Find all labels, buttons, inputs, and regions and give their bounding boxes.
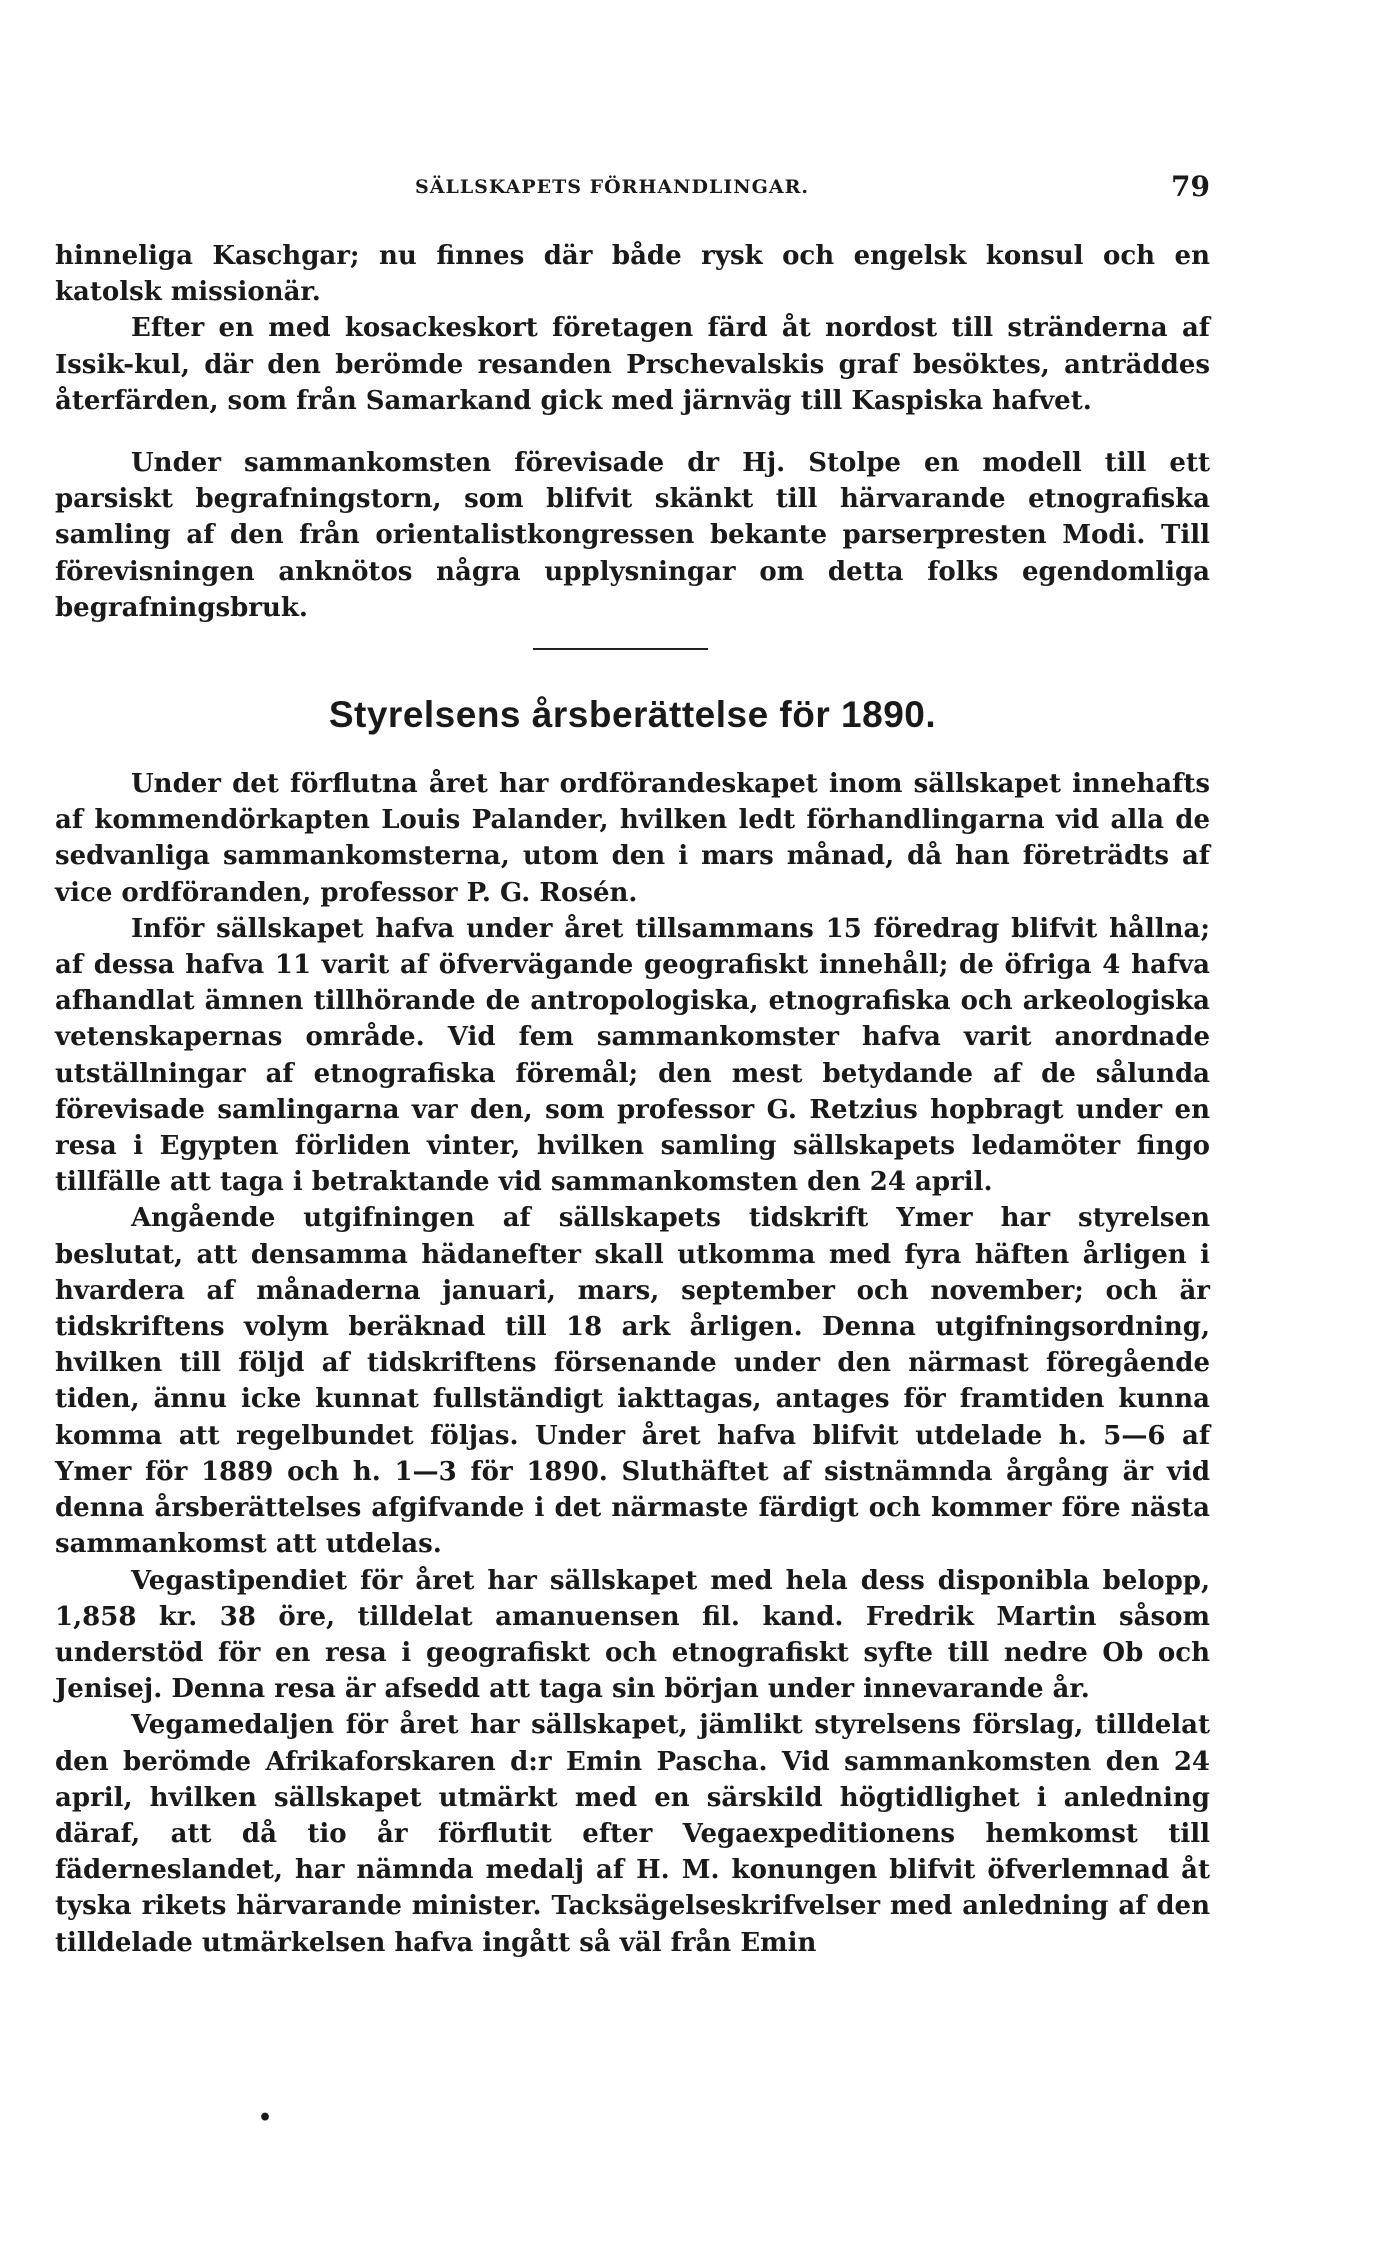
document-page — [55, 170, 1210, 1961]
section-heading: Styrelsens årsberättelse för 1890. — [328, 694, 937, 736]
stray-mark: • — [258, 2105, 273, 2131]
paragraph-ymer: Angående utgifningen af sällskapets tidskrift Ymer har styrelsen beslutat, att densamma hädanefter skall utkomma med fyra häften årligen i hvardera af månaderna januari, mars, september och november; och är tidskriftens volym beräknad till 18 ark årligen. Denna utgifningsordning, hvilken till följd af tidskriftens försenande under den närmast föregående tiden, ännu icke kunnat fullständigt iakttagas, antages för framtiden kunna komma att regelbundet följas. Under året hafva blifvit utdelade h. 5—6 af Ymer för 1889 och h. 1—3 för 1890. Sluthäftet af sistnämnda årgång är vid denna årsberättelses afgifvande i det närmaste färdigt och kommer före nästa sammankomst att utdelas. — [55, 1203, 1210, 1560]
running-header — [55, 170, 1210, 210]
page-number: 79 — [1171, 170, 1210, 203]
paragraph-foredrag: Inför sällskapet hafva under året tillsammans 15 föredrag blifvit hållna; af dessa hafva 11 varit af öfvervägande geografiskt innehåll; de öfriga 4 hafva afhandlat ämnen tillhörande de antropologiska, etnografiska och arkeologiska vetenskapernas område. Vid fem sammankomster hafva varit anordnade utställningar af etnografiska föremål; den mest betydande af de sålunda förevisade samlingarna var den, som professor G. Retzius hopbragt under en resa i Egypten förliden vinter, hvilken samling sällskapets ledamöter fingo tillfälle att taga i betraktande vid sammankomsten den 24 april. — [55, 913, 1210, 1198]
running-title: SÄLLSKAPETS FÖRHANDLINGAR. — [415, 176, 809, 198]
paragraph-continuation: hinneliga Kaschgar; nu finnes där både rysk och engelsk konsul och en katolsk missionär. — [55, 241, 1210, 308]
section-divider — [533, 648, 708, 650]
paragraph-stolpe: Under sammankomsten förevisade dr Hj. Stolpe en modell till ett parsiskt begrafningstorn, som blifvit skänkt till härvarande etnografiska samling af den från orientalistkongressen bekante parserpresten Modi. Till förevisningen anknötos några upplysningar om detta folks egendomliga begrafningsbruk. — [55, 448, 1210, 623]
paragraph-vegamedaljen: Vegamedaljen för året har sällskapet, jämlikt styrelsens förslag, tilldelat den berömde Afrikaforskaren d:r Emin Pascha. Vid sammankomsten den 24 april, hvilken sällskapet utmärkt med en särskild högtidlighet i anledning däraf, att då tio år förflutit efter Vegaexpeditionens hemkomst till fäderneslandet, har nämnda medalj af H. M. konungen blifvit öfverlemnad åt tyska rikets härvarande minister. Tacksägelseskrifvelser med anledning af den tilldelade utmärkelsen hafva ingått så väl från Emin — [55, 1710, 1210, 1958]
paragraph-vegastipendiet: Vegastipendiet för året har sällskapet med hela dess disponibla belopp, 1,858 kr. 38 öre, tilldelat amanuensen fil. kand. Fredrik Martin såsom understöd för en resa i geografiskt och etnografiskt syfte till nedre Ob och Jenisej. Denna resa är afsedd att taga sin början under innevarande år. — [55, 1565, 1210, 1705]
paragraph-issik-kul: Efter en med kosackeskort företagen färd åt nordost till stränderna af Issik-kul, där den berömde resanden Prschevalskis graf besöktes, anträddes återfärden, som från Samarkand gick med järnväg till Kaspiska hafvet. — [55, 313, 1210, 416]
paragraph-ordforandeskap: Under det förflutna året har ordförandeskapet inom sällskapet innehafts af kommendörkapten Louis Palander, hvilken ledt förhandlingarna vid alla de sedvanliga sammankomsterna, utom den i mars månad, då han företrädts af vice ordföranden, professor P. G. Rosén. — [55, 769, 1210, 908]
